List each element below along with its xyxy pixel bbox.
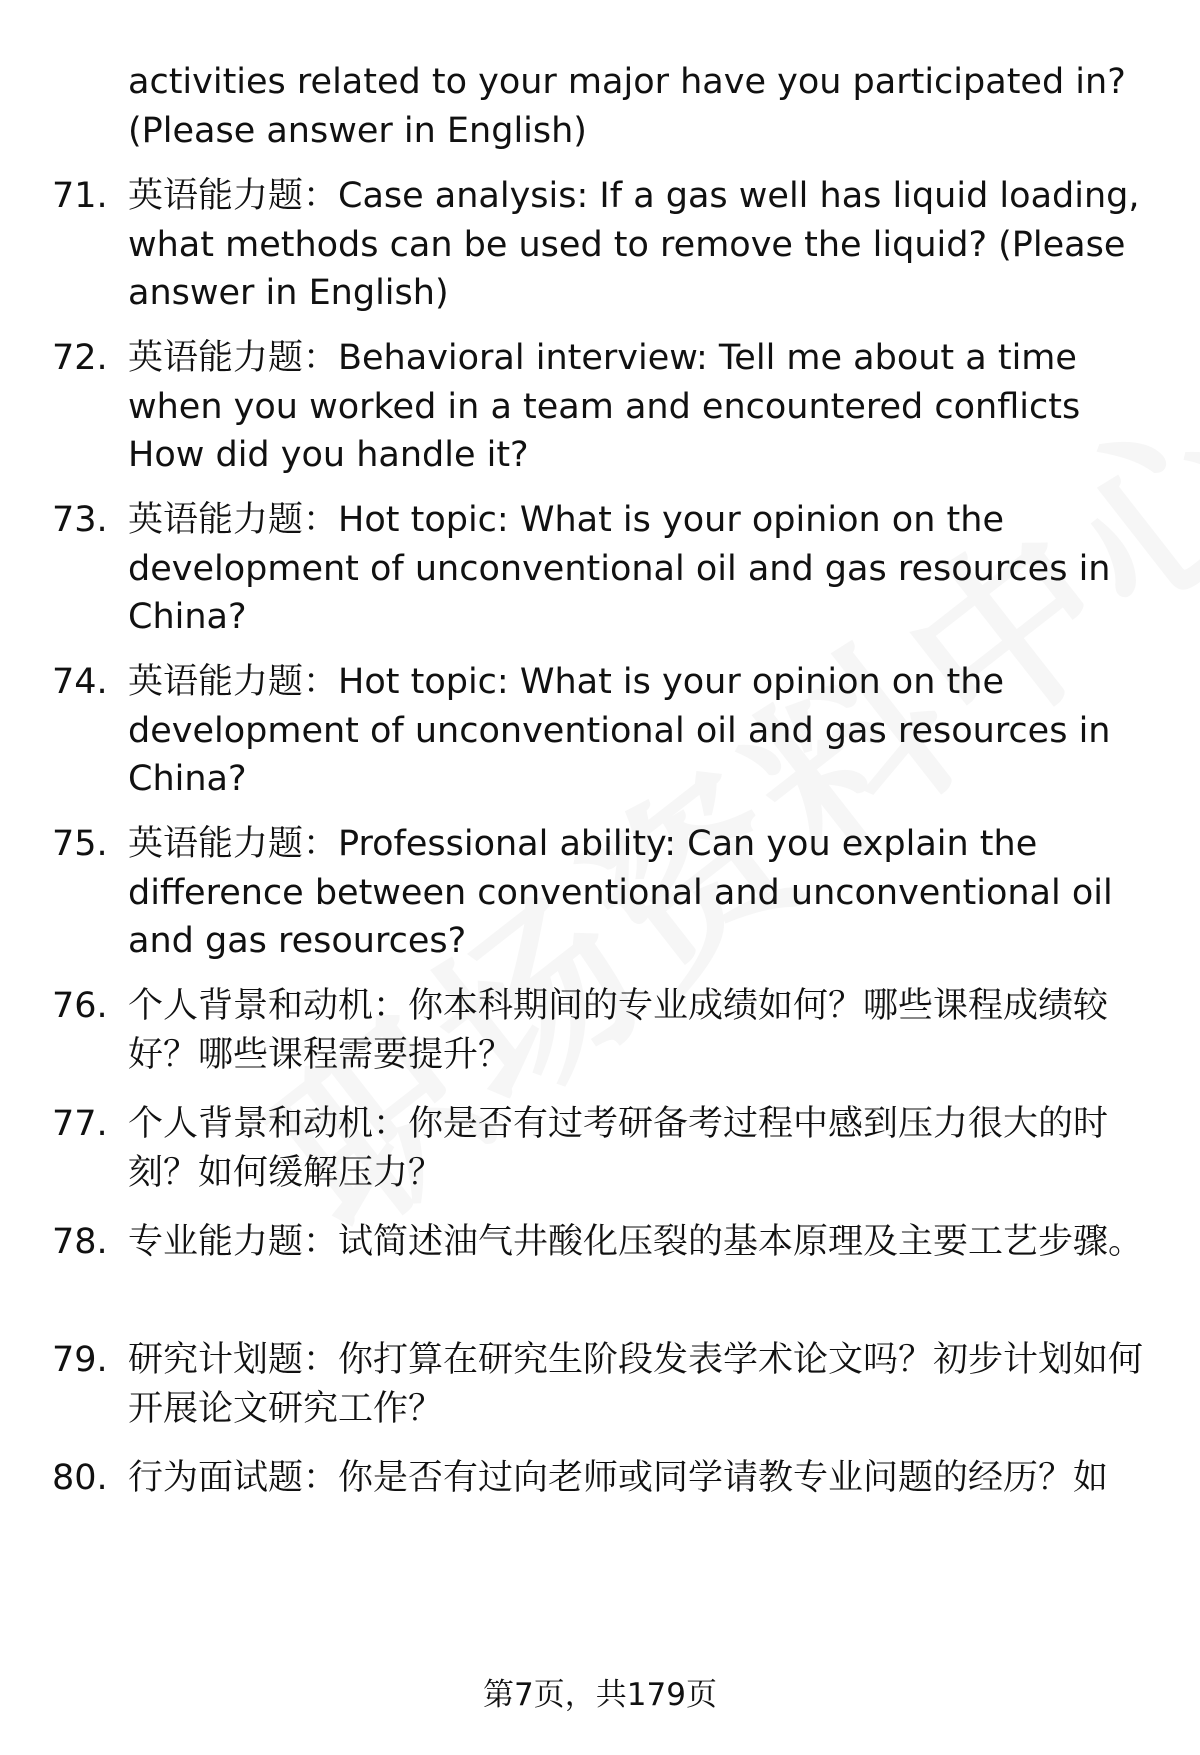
question-category: 个人背景和动机： <box>128 1104 409 1144</box>
question-body: 你本科期间的专业成绩如何？哪些课程成绩较好？哪些课程需要提升？ <box>128 986 1109 1075</box>
question-category: 研究计划题： <box>128 1340 339 1380</box>
page-footer: 第7页，共179页 <box>483 1677 717 1713</box>
question-number: 73. <box>52 500 108 540</box>
question-body: Behavioral interview: Tell me about a time when you worked in a team and encountered conflicts How did you handle it? <box>128 338 1081 475</box>
question-number: 80. <box>52 1458 108 1498</box>
question-text <box>128 982 1163 1079</box>
question-number: 71. <box>52 176 108 216</box>
question-text <box>128 172 1163 318</box>
question-number: 78. <box>52 1222 108 1262</box>
question-body: Hot topic: What is your opinion on the development of unconventional oil and gas resources in China? <box>128 500 1111 637</box>
question-category: 英语能力题： <box>128 500 339 540</box>
question-text <box>128 1336 1163 1433</box>
question-category: 个人背景和动机： <box>128 986 409 1026</box>
question-number: 76. <box>52 986 108 1026</box>
question-number: 72. <box>52 338 108 378</box>
question-body: 你打算在研究生阶段发表学术论文吗？初步计划如何开展论文研究工作？ <box>128 1340 1144 1429</box>
question-text <box>128 1100 1163 1197</box>
question-body: Hot topic: What is your opinion on the development of unconventional oil and gas resources in China? <box>128 662 1111 799</box>
question-text <box>128 496 1163 642</box>
question-body: Case analysis: If a gas well has liquid loading, what methods can be used to remove the liquid? (Please answer in English) <box>128 176 1140 313</box>
question-text <box>128 1454 1163 1503</box>
question-number: 75. <box>52 824 108 864</box>
question-category: 英语能力题： <box>128 338 339 378</box>
question-body: 你是否有过考研备考过程中感到压力很大的时刻？如何缓解压力？ <box>128 1104 1109 1193</box>
question-category: 行为面试题： <box>128 1458 339 1498</box>
question-category: 英语能力题： <box>128 824 339 864</box>
question-number: 74. <box>52 662 108 702</box>
question-body: 试简述油气井酸化压裂的基本原理及主要工艺步骤。 <box>338 1222 1144 1262</box>
question-body: 你是否有过向老师或同学请教专业问题的经历？如 <box>338 1458 1109 1498</box>
question-body: Professional ability: Can you explain the difference between conventional and unconventional oil and gas resources? <box>128 824 1113 961</box>
question-category: 英语能力题： <box>128 176 339 216</box>
question-number: 79. <box>52 1340 108 1380</box>
question-text <box>128 334 1163 480</box>
question-number: 77. <box>52 1104 108 1144</box>
question-continuation: activities related to your major have you participated in? (Please answer in English) <box>128 62 1126 151</box>
question-category: 专业能力题： <box>128 1222 339 1262</box>
question-category: 英语能力题： <box>128 662 339 702</box>
question-text <box>128 658 1163 804</box>
question-text <box>128 1218 1163 1267</box>
question-text <box>128 820 1163 966</box>
